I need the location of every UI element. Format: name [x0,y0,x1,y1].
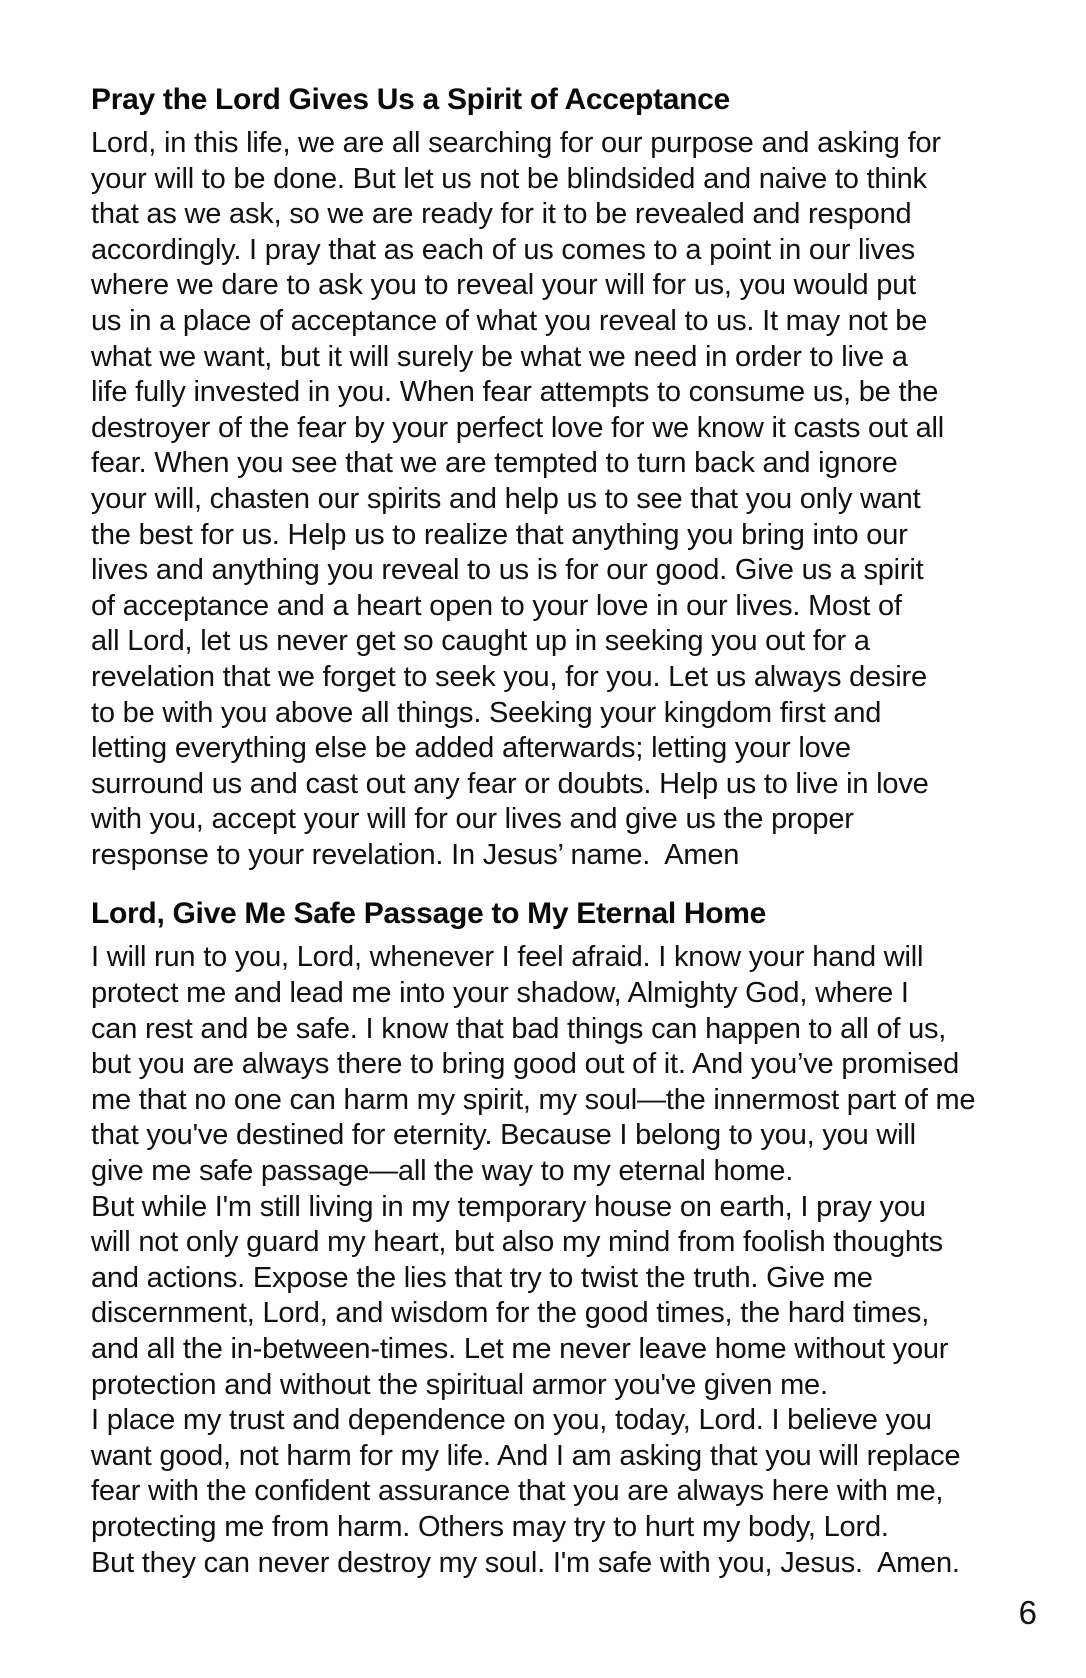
text-line: protection and without the spiritual armor you've given me. [91,1368,828,1401]
text-line: what we want, but it will surely be what we need in order to live a [91,340,908,373]
text-line: us in a place of acceptance of what you reveal to us. It may not be [91,304,928,337]
text-line: and all the in-between-times. Let me never leave home without your [91,1333,949,1365]
text-line: want good, not harm for my life. And I am asking that you will replace [91,1439,961,1472]
text-line: But while I'm still living in my temporary house on earth, I pray you [91,1190,926,1223]
text-line: destroyer of the fear by your perfect love for we know it casts out all [91,411,944,444]
text-line: protect me and lead me into your shadow, Almighty God, where I [91,977,909,1010]
text-line: lives and anything you reveal to us is for our good. Give us a spirit [91,554,924,587]
text-line: protecting me from harm. Others may try to hurt my body, Lord. [91,1510,889,1543]
text-line: surround us and cast out any fear or doubts. Help us to live in love [91,767,929,800]
text-line: and actions. Expose the lies that try to twist the truth. Give me [91,1261,873,1294]
text-line: me that no one can harm my spirit, my soul—the innermost part of me [91,1083,976,1116]
text-line: where we dare to ask you to reveal your will for us, you would put [91,269,916,302]
text-line: I will run to you, Lord, whenever I feel afraid. I know your hand will [91,941,924,974]
page-number: 6 [1018,1594,1037,1632]
text-line: that as we ask, so we are ready for it to be revealed and respond [91,198,912,231]
text-line: can rest and be safe. I know that bad things can happen to all of us, [91,1012,947,1045]
text-line: all Lord, let us never get so caught up in seeking you out for a [91,625,870,658]
text-line: but you are always there to bring good out of it. And you’ve promised [91,1048,960,1081]
text-line: letting everything else be added afterwards; letting your love [91,732,851,765]
text-line: your will to be done. But let us not be blindsided and naive to think [91,162,927,195]
text-line: Lord, in this life, we are all searching for our purpose and asking for [91,127,941,159]
prayer-section-acceptance [91,82,1046,873]
prayer-title: Pray the Lord Gives Us a Spirit of Acceptance [91,83,730,116]
text-line: fear with the confident assurance that you are always here with me, [91,1475,944,1508]
text-line: that you've destined for eternity. Because I belong to you, you will [91,1119,916,1152]
text-line: I place my trust and dependence on you, today, Lord. I believe you [91,1404,932,1437]
text-line: the best for us. Help us to realize that anything you bring into our [91,518,908,551]
prayer-body [91,940,1046,1581]
text-line: fear. When you see that we are tempted to turn back and ignore [91,447,898,480]
text-line: with you, accept your will for our lives and give us the proper [91,803,854,836]
text-line: revelation that we forget to seek you, for you. Let us always desire [91,660,927,693]
text-line: discernment, Lord, and wisdom for the good times, the hard times, [91,1297,930,1330]
text-line: give me safe passage—all the way to my eternal home. [91,1155,794,1188]
text-line: But they can never destroy my soul. I'm safe with you, Jesus. Amen. [91,1546,960,1579]
text-line: response to your revelation. In Jesus’ name. Amen [91,838,740,871]
prayer-section-safe-passage [91,896,1046,1581]
prayer-body [91,126,1046,873]
text-line: life fully invested in you. When fear attempts to consume us, be the [91,376,939,409]
prayer-title: Lord, Give Me Safe Passage to My Eternal Home [91,897,767,931]
text-line: of acceptance and a heart open to your love in our lives. Most of [91,589,902,622]
text-line: accordingly. I pray that as each of us comes to a point in our lives [91,233,916,266]
text-line: your will, chasten our spirits and help us to see that you only want [91,482,921,515]
text-line: to be with you above all things. Seeking your kingdom first and [91,696,882,729]
text-line: will not only guard my heart, but also my mind from foolish thoughts [91,1226,943,1259]
